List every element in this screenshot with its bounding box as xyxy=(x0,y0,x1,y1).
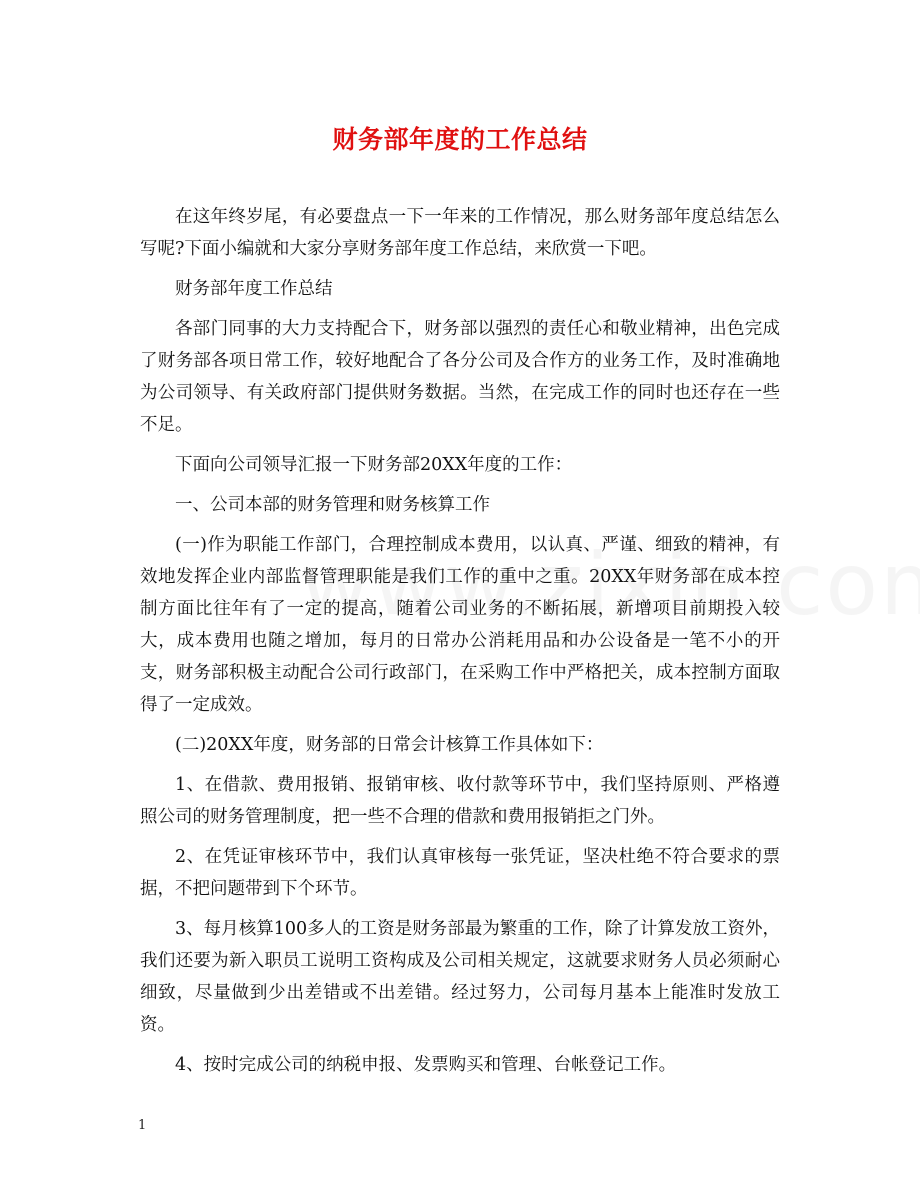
paragraph-report-intro: 下面向公司领导汇报一下财务部20XX年度的工作： xyxy=(175,455,573,475)
document-title: 财务部年度的工作总结 xyxy=(332,125,588,154)
paragraph-intro: 在这年终岁尾，有必要盘点一下一年来的工作情况，那么财务部年度总结怎么写呢?下面小编就和大家分享财务部年度工作总结，来欣赏一下吧。 xyxy=(140,207,780,259)
page-number: 1 xyxy=(138,1118,147,1133)
document-body xyxy=(140,201,780,1089)
section-heading-1: 一、公司本部的财务管理和财务核算工作 xyxy=(175,495,490,515)
paragraph-subtitle: 财务部年度工作总结 xyxy=(175,279,333,299)
list-item-2: 2、在凭证审核环节中，我们认真审核每一张凭证，坚决杜绝不符合要求的票据，不把问题带到下个环节。 xyxy=(140,847,780,899)
list-item-4: 4、按时完成公司的纳税申报、发票购买和管理、台帐登记工作。 xyxy=(175,1055,677,1075)
list-item-3: 3、每月核算100多人的工资是财务部最为繁重的工作，除了计算发放工资外，我们还要为新入职员工说明工资构成及公司相关规定，这就要求财务人员必须耐心细致，尽量做到少出差错或不出差错。经过努力，公司每月基本上能准时发放工资。 xyxy=(140,919,780,1035)
paragraph-summary: 各部门同事的大力支持配合下，财务部以强烈的责任心和敬业精神，出色完成了财务部各项日常工作，较好地配合了各分公司及合作方的业务工作，及时准确地为公司领导、有关政府部门提供财务数据。当然，在完成工作的同时也还存在一些不足。 xyxy=(140,319,780,435)
paragraph-cost-control: (一)作为职能工作部门，合理控制成本费用，以认真、严谨、细致的精神，有效地发挥企业内部监督管理职能是我们工作的重中之重。20XX年财务部在成本控制方面比往年有了一定的提高，随着公司业务的不断拓展，新增项目前期投入较大，成本费用也随之增加，每月的日常办公消耗用品和办公设备是一笔不小的开支，财务部积极主动配合公司行政部门，在采购工作中严格把关，成本控制方面取得了一定成效。 xyxy=(140,535,780,715)
paragraph-accounting-intro: (二)20XX年度，财务部的日常会计核算工作具体如下： xyxy=(175,735,604,755)
list-item-1: 1、在借款、费用报销、报销审核、收付款等环节中，我们坚持原则、严格遵照公司的财务管理制度，把一些不合理的借款和费用报销拒之门外。 xyxy=(140,775,780,827)
